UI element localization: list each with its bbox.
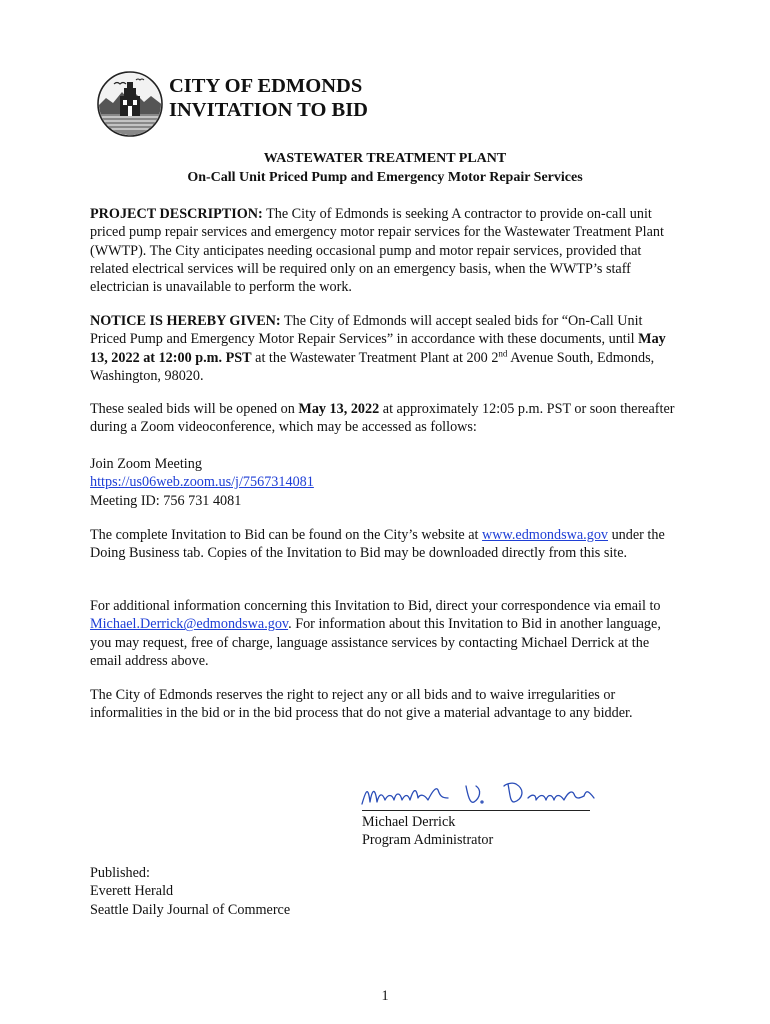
signer-name: Michael Derrick	[362, 814, 456, 830]
letterhead	[96, 70, 696, 140]
opening-date: May 13, 2022	[298, 401, 380, 417]
opening-text-2: at approximately 12:05 p.m. PST or soon thereafter during a Zoom videoconference, which may be accessed as follows:	[90, 401, 675, 436]
published-block	[90, 864, 290, 919]
zoom-label: Join Zoom Meeting	[90, 456, 202, 472]
notice-text-2: at the Wastewater Treatment Plant at 200 2	[255, 349, 499, 366]
published-outlet: Seattle Daily Journal of Commerce	[90, 901, 291, 918]
notice-label: NOTICE IS HEREBY GIVEN:	[90, 313, 281, 329]
heading-line-2: On-Call Unit Priced Pump and Emergency Motor Repair Services	[187, 170, 583, 185]
zoom-link[interactable]: https://us06web.zoom.us/j/7567314081	[90, 474, 314, 491]
org-name: CITY OF EDMONDS	[169, 75, 363, 97]
ordinal-suffix: nd	[498, 347, 508, 358]
published-outlet: Everett Herald	[90, 883, 174, 900]
reservation-text: The City of Edmonds reserves the right to reject any or all bids and to waive irregularities or informalities in the bid or in the bid process that do not give a material advantage to any bidder.	[90, 687, 633, 722]
signature-line	[362, 810, 590, 811]
contact-email-link[interactable]: Michael.Derrick@edmondswa.gov	[90, 616, 289, 633]
website-paragraph	[90, 526, 682, 563]
bid-deadline: May 13, 2022 at 12:00 p.m. PST	[90, 331, 666, 366]
reservation-paragraph	[90, 686, 682, 723]
website-text-1: The complete Invitation to Bid can be found on the City’s website at	[90, 527, 479, 543]
contact-text-2: . For information about this Invitation to Bid in another language, you may request, free of charge, language assistance services by contacting Michael Derrick at the email address above.	[90, 616, 661, 669]
project-description-label: PROJECT DESCRIPTION:	[90, 206, 263, 222]
opening-text-1: These sealed bids will be opened on	[90, 401, 295, 417]
project-description-paragraph	[90, 205, 682, 296]
page-number: 1	[381, 988, 389, 1004]
zoom-block	[90, 455, 682, 510]
notice-paragraph	[90, 312, 682, 385]
website-text-2: under the Doing Business tab. Copies of the Invitation to Bid may be downloaded directly from this site.	[90, 527, 665, 562]
handwritten-signature	[358, 776, 598, 814]
document-type: INVITATION TO BID	[169, 99, 368, 121]
contact-text-1: For additional information concerning this Invitation to Bid, direct your correspondence via email to	[90, 598, 661, 614]
notice-text-3: Avenue South, Edmonds, Washington, 98020.	[90, 349, 655, 384]
org-title-block	[169, 74, 368, 122]
published-label: Published:	[90, 865, 150, 881]
bid-opening-paragraph	[90, 400, 682, 437]
city-seal-icon	[96, 70, 164, 138]
notice-text-1: The City of Edmonds will accept sealed bids for “On-Call Unit Priced Pump and Emergency Motor Repair Services” in accordance with these documents, until	[90, 313, 643, 348]
heading-line-1: WASTEWATER TREATMENT PLANT	[263, 151, 507, 166]
signer-block	[362, 813, 493, 850]
project-description-text: The City of Edmonds is seeking A contractor to provide on-call unit priced pump repair services and emergency motor repair services for the Wastewater Treatment Plant (WWTP). The City anticipates needing occasional pump and motor repair services, provided that related electrical services will be required only on an emergency basis, when the WWTP’s staff electrician is unavailable to perform the work.	[90, 206, 664, 296]
zoom-meeting-id: Meeting ID: 756 731 4081	[90, 492, 242, 509]
signer-role: Program Administrator	[362, 832, 494, 849]
document-heading	[0, 149, 770, 187]
contact-paragraph	[90, 597, 682, 670]
website-link[interactable]: www.edmondswa.gov	[482, 527, 609, 543]
